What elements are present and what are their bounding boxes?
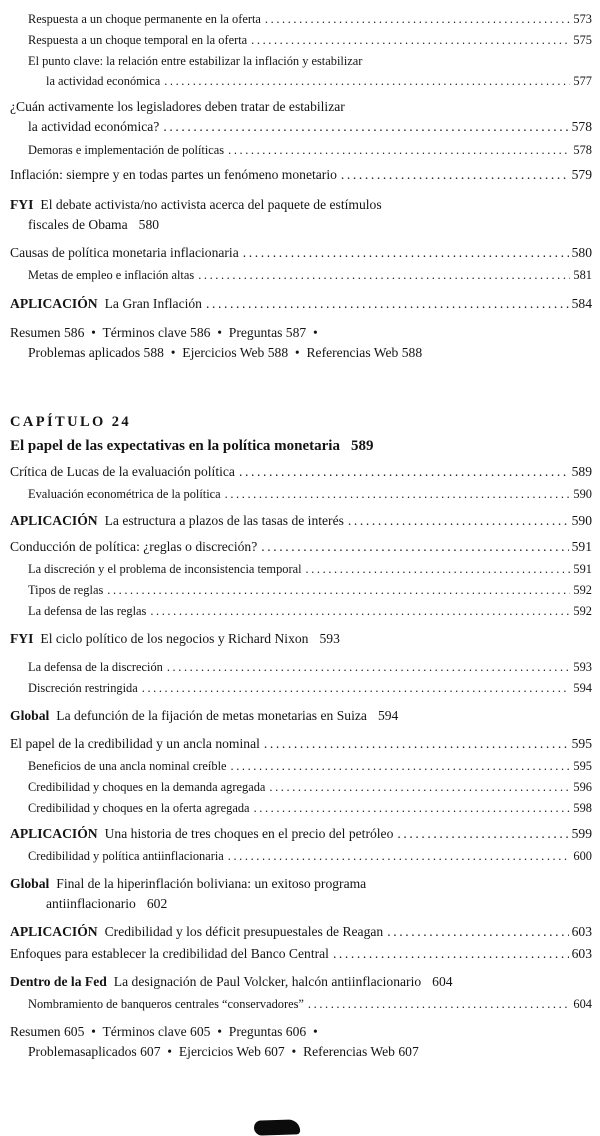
entry-text: Resumen 586 • Términos clave 586 • Preguntas 587 • [10, 325, 318, 340]
entry-text: Tipos de reglas [28, 583, 104, 597]
dot-leader [167, 657, 571, 677]
page-number: 580 [571, 245, 592, 260]
toc-line [10, 944, 592, 964]
entry-text: fiscales de Obama [28, 217, 128, 232]
toc-line [10, 484, 592, 504]
dot-leader [264, 734, 569, 754]
page-number: 591 [573, 562, 592, 576]
toc-row [10, 140, 592, 160]
page-number: 592 [573, 583, 592, 597]
entry-text: La defensa de la discreción [28, 660, 163, 674]
toc-line [10, 756, 592, 776]
toc-row [10, 51, 592, 91]
toc-line [10, 777, 592, 797]
dot-leader [107, 580, 570, 600]
toc-row [10, 265, 592, 285]
entry-text: Conducción de política: ¿reglas o discreción? [10, 539, 258, 554]
page-number: 604 [432, 974, 453, 989]
dot-leader [251, 30, 570, 50]
dot-leader [261, 537, 568, 557]
entry-text: Respuesta a un choque temporal en la oferta [28, 33, 248, 47]
toc-line [10, 559, 592, 579]
entry-text: Final de la hiperinflación boliviana: un exitoso programa [56, 876, 367, 891]
toc-line [10, 462, 592, 482]
toc-row [10, 462, 592, 482]
entry-text: El ciclo político de los negocios y Richard Nixon [40, 631, 309, 646]
entry-text: Credibilidad y choques en la demanda agregada [28, 780, 266, 794]
toc-row [10, 657, 592, 677]
entry-text: CAPÍTULO 24 [10, 414, 132, 430]
toc-line [10, 323, 592, 343]
toc-line [10, 629, 592, 649]
toc-line [10, 972, 592, 992]
toc-line [10, 51, 592, 71]
page-number: 589 [571, 464, 592, 479]
page-number: 590 [573, 487, 592, 501]
page-number: 595 [571, 736, 592, 751]
toc-list [10, 9, 592, 1062]
toc-line [10, 243, 592, 263]
entry-text: La defunción de la fijación de metas monetarias en Suiza [56, 708, 367, 723]
entry-prefix: APLICACIÓN [10, 296, 98, 311]
toc-line [10, 30, 592, 50]
entry-text: ¿Cuán activamente los legisladores deben tratar de estabilizar [10, 99, 345, 114]
toc-row [10, 97, 592, 137]
toc-row [10, 1022, 592, 1062]
toc-row [10, 195, 592, 235]
page-number: 595 [573, 759, 592, 773]
toc-row [10, 734, 592, 754]
toc-row [10, 874, 592, 914]
entry-text: Metas de empleo e inflación altas [28, 268, 195, 282]
toc-row [10, 511, 592, 531]
toc-line [10, 894, 592, 914]
page-number: 573 [573, 12, 592, 26]
page-number: 580 [138, 217, 160, 232]
toc-row [10, 777, 592, 797]
page-number: 591 [571, 539, 592, 554]
toc-line [10, 678, 592, 698]
page-number: 593 [573, 660, 592, 674]
dot-leader [254, 798, 571, 818]
entry-text: Beneficios de una ancla nominal creíble [28, 759, 227, 773]
toc-row [10, 601, 592, 621]
page-number: 592 [573, 604, 592, 618]
entry-text: Demoras e implementación de políticas [28, 143, 225, 157]
page-number: 593 [319, 631, 340, 646]
toc-row [10, 629, 592, 649]
entry-text: La Gran Inflación [104, 296, 202, 311]
dot-leader [306, 559, 571, 579]
chapter-label [10, 411, 592, 433]
entry-prefix: APLICACIÓN [10, 513, 98, 528]
page-number: 575 [573, 33, 592, 47]
entry-text: Respuesta a un choque permanente en la oferta [28, 12, 261, 26]
toc-line [10, 580, 592, 600]
toc-line [10, 435, 592, 457]
dot-leader [231, 756, 571, 776]
entry-text: Problemas aplicados 588 • Ejercicios Web 588 • Referencias Web 588 [28, 345, 423, 360]
toc-row [10, 922, 592, 942]
dot-leader [341, 165, 569, 185]
entry-text: Crítica de Lucas de la evaluación política [10, 464, 235, 479]
page-number: 579 [571, 167, 592, 182]
entry-text: la actividad económica? [28, 119, 160, 134]
toc-line [10, 994, 592, 1014]
dot-leader [225, 484, 571, 504]
dot-leader [164, 71, 570, 91]
page-number: 578 [573, 143, 592, 157]
dot-leader [163, 117, 568, 137]
page-number: 590 [571, 513, 592, 528]
toc-line [10, 165, 592, 185]
page-number: 600 [573, 849, 592, 863]
dot-leader [243, 243, 569, 263]
page-number: 603 [571, 924, 592, 939]
toc-line [10, 411, 592, 433]
entry-text: La designación de Paul Volcker, halcón antiinflacionario [113, 974, 422, 989]
entry-text: La defensa de las reglas [28, 604, 147, 618]
entry-text: El debate activista/no activista acerca del paquete de estímulos [40, 197, 382, 212]
page-number: 589 [350, 438, 374, 454]
entry-text: La estructura a plazos de las tasas de interés [104, 513, 344, 528]
toc-line [10, 343, 592, 363]
scan-artifact [254, 1119, 300, 1136]
toc-line [10, 511, 592, 531]
toc-row [10, 756, 592, 776]
page-number: 599 [571, 826, 592, 841]
toc-line [10, 798, 592, 818]
entry-text: Discreción restringida [28, 681, 138, 695]
toc-line [10, 195, 592, 215]
toc-line [10, 706, 592, 726]
toc-line [10, 537, 592, 557]
page-number: 584 [571, 296, 592, 311]
entry-text: Una historia de tres choques en el precio del petróleo [104, 826, 394, 841]
toc-line [10, 922, 592, 942]
page-number: 603 [571, 946, 592, 961]
entry-prefix: Dentro de la Fed [10, 974, 107, 989]
chapter-title [10, 435, 592, 457]
entry-text: Inflación: siempre y en todas partes un fenómeno monetario [10, 167, 337, 182]
entry-prefix: Global [10, 876, 50, 891]
dot-leader [228, 140, 570, 160]
entry-text: Problemasaplicados 607 • Ejercicios Web 607 • Referencias Web 607 [28, 1044, 419, 1059]
dot-leader [142, 678, 571, 698]
entry-text: El punto clave: la relación entre estabilizar la inflación y estabilizar [28, 54, 363, 68]
toc-row [10, 9, 592, 29]
entry-text: El papel de las expectativas en la política monetaria [10, 438, 340, 454]
toc-line [10, 9, 592, 29]
page-number: 594 [377, 708, 399, 723]
toc-row [10, 706, 592, 726]
dot-leader [228, 846, 571, 866]
entry-text: Enfoques para establecer la credibilidad del Banco Central [10, 946, 329, 961]
toc-line [10, 824, 592, 844]
dot-leader [397, 824, 568, 844]
toc-row [10, 30, 592, 50]
page-number: 578 [571, 119, 592, 134]
dot-leader [239, 462, 569, 482]
toc-line [10, 140, 592, 160]
dot-leader [206, 294, 569, 314]
dot-leader [265, 9, 570, 29]
entry-text: Credibilidad y política antiinflacionaria [28, 849, 224, 863]
dot-leader [333, 944, 569, 964]
entry-prefix: APLICACIÓN [10, 826, 98, 841]
toc-row [10, 798, 592, 818]
entry-text: El papel de la credibilidad y un ancla nominal [10, 736, 260, 751]
entry-text: la actividad económica [46, 74, 161, 88]
entry-text: La discreción y el problema de inconsistencia temporal [28, 562, 302, 576]
page-number: 604 [573, 997, 592, 1011]
dot-leader [308, 994, 570, 1014]
toc-row [10, 294, 592, 314]
toc-row [10, 580, 592, 600]
toc-line [10, 215, 592, 235]
dot-leader [198, 265, 570, 285]
entry-text: Nombramiento de banqueros centrales “conservadores” [28, 997, 304, 1011]
toc-line [10, 97, 592, 117]
toc-row [10, 846, 592, 866]
page-number: 581 [573, 268, 592, 282]
entry-text: Causas de política monetaria inflacionaria [10, 245, 239, 260]
toc-line [10, 294, 592, 314]
toc-row [10, 559, 592, 579]
dot-leader [348, 511, 569, 531]
toc-row [10, 824, 592, 844]
entry-text: Evaluación econométrica de la política [28, 487, 221, 501]
entry-prefix: Global [10, 708, 50, 723]
toc-line [10, 657, 592, 677]
toc-line [10, 71, 592, 91]
toc-row [10, 994, 592, 1014]
toc-row [10, 678, 592, 698]
toc-line [10, 1022, 592, 1042]
toc-line [10, 874, 592, 894]
entry-text: Resumen 605 • Términos clave 605 • Preguntas 606 • [10, 1024, 318, 1039]
toc-row [10, 243, 592, 263]
dot-leader [150, 601, 570, 621]
entry-text: Credibilidad y los déficit presupuestales de Reagan [104, 924, 384, 939]
entry-prefix: FYI [10, 631, 34, 646]
page-number: 598 [573, 801, 592, 815]
dot-leader [269, 777, 570, 797]
entry-text: Credibilidad y choques en la oferta agregada [28, 801, 250, 815]
toc-row [10, 323, 592, 363]
page-number: 577 [573, 74, 592, 88]
toc-row [10, 944, 592, 964]
page-number: 594 [573, 681, 592, 695]
entry-text: antiinflacionario [46, 896, 136, 911]
toc-line [10, 601, 592, 621]
dot-leader [387, 922, 568, 942]
toc-line [10, 1042, 592, 1062]
entry-prefix: APLICACIÓN [10, 924, 98, 939]
toc-line [10, 265, 592, 285]
toc-line [10, 734, 592, 754]
toc-row [10, 484, 592, 504]
toc-line [10, 117, 592, 137]
toc-row [10, 972, 592, 992]
toc-row [10, 165, 592, 185]
toc-row [10, 537, 592, 557]
page-number: 596 [573, 780, 592, 794]
page-number: 602 [146, 896, 168, 911]
entry-prefix: FYI [10, 197, 34, 212]
toc-line [10, 846, 592, 866]
